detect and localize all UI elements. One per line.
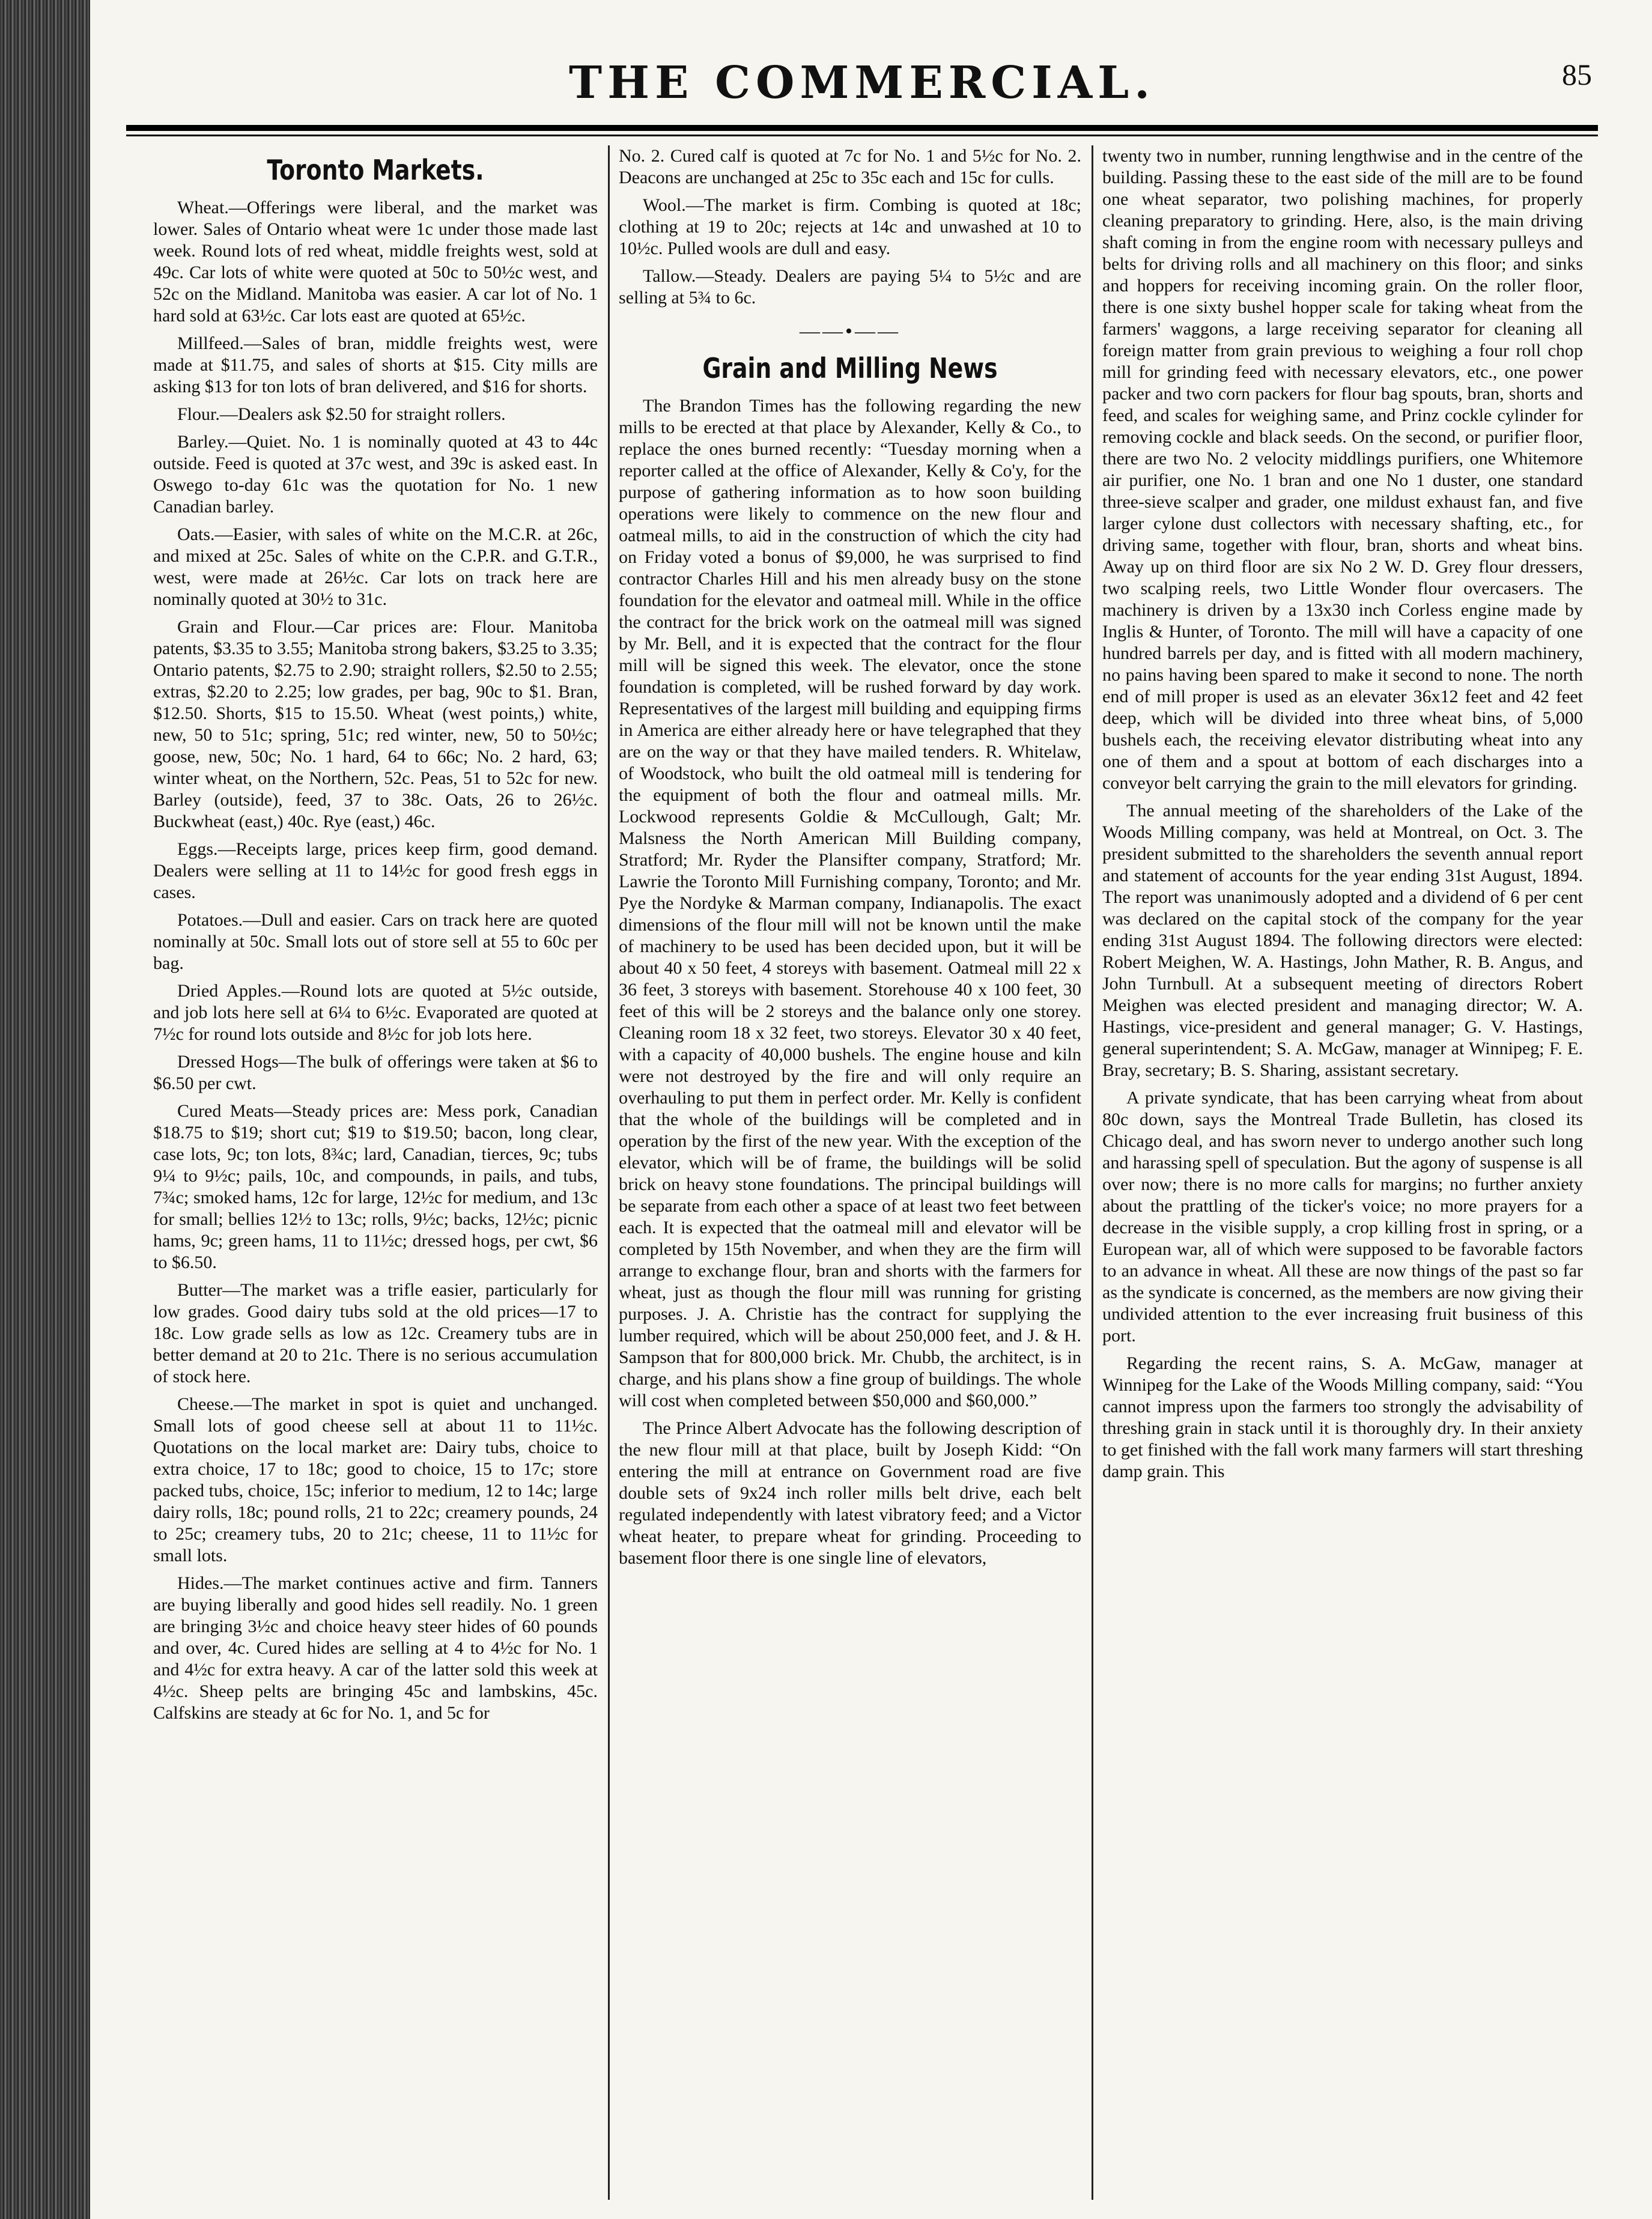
column-divider (608, 145, 610, 2200)
paragraph: Hides.—The market continues active and firm. Tanners are buying liberally and good hides sell readily. No. 1 green are bringing 3½c and choice heavy steer hides of 60 pounds and over, 4c. Cured hides are selling at 4 to 4½c for No. 1 and 4½c for extra heavy. A car of the latter sold this week at 4½c. Sheep pelts are bringing 45c and lambskins, 45c. Calfskins are steady at 6c for No. 1, and 5c for (153, 1573, 598, 1723)
paragraph: Cured Meats—Steady prices are: Mess pork, Canadian $18.75 to $19; short cut; $19 to $19.50; bacon, long clear, case lots, 9c; ton lots, 8¾c; lard, Canadian, tierces, 9c; tubs 9¼ to 9½c; pails, 10c, and compounds, in pails, and tubs, 7¾c; smoked hams, 12c for large, 12½c for medium, and 13c for small; bellies 12½ to 13c; rolls, 9½c; backs, 12½c; picnic hams, 9c; green hams, 11 to 11½c; dressed hogs, per cwt, $6 to $6.50. (153, 1101, 598, 1272)
paragraph: Dressed Hogs—The bulk of offerings were taken at $6 to $6.50 per cwt. (153, 1052, 598, 1093)
article-headline: Grain and Milling News (702, 352, 998, 384)
paragraph: The Prince Albert Advocate has the following description of the new flour mill at that place, built by Joseph Kidd: “On entering the mill at entrance on Government road are five double sets of 9x24 inch roller mills belt drive, each belt regulated independently with latest vibratory feed; and a Victor wheat heater, to prepare wheat for grinding. Proceeding to basement floor there is one single line of elevators, (619, 1418, 1081, 1568)
page-number: 85 (1562, 58, 1592, 91)
paragraph: Flour.—Dealers ask $2.50 for straight rollers. (177, 404, 506, 424)
header-rule-thin (126, 135, 1598, 136)
paragraph: Barley.—Quiet. No. 1 is nominally quoted at 43 to 44c outside. Feed is quoted at 37c west, and 39c is asked east. In Oswego to-day 61c was the quotation for No. 1 new Canadian barley. (153, 432, 598, 517)
paragraph: Oats.—Easier, with sales of white on the M.C.R. at 26c, and mixed at 25c. Sales of white on the C.P.R. and G.T.R., west, were made at 26½c. Car lots on track here are nominally quoted at 30½ to 31c. (153, 524, 598, 609)
column-3 (1102, 145, 1583, 2200)
paragraph: No. 2. Cured calf is quoted at 7c for No. 1 and 5½c for No. 2. Deacons are unchanged at 25c to 35c each and 15c for culls. (619, 146, 1081, 187)
paragraph: Wheat.—Offerings were liberal, and the market was lower. Sales of Ontario wheat were 1c under those made last week. Round lots of red wheat, middle freights west, sold at 49c. Car lots of white were quoted at 50c to 50½c west, and 52c on the Midland. Manitoba was easier. A car lot of No. 1 hard sold at 63½c. Car lots east are quoted at 65½c. (153, 198, 598, 326)
column-1 (153, 145, 598, 2200)
paragraph: Wool.—The market is firm. Combing is quoted at 18c; clothing at 19 to 20c; rejects at 14c and unwashed at 10 to 10½c. Pulled wools are dull and easy. (619, 195, 1081, 258)
masthead-title: THE COMMERCIAL. (569, 57, 1155, 109)
paragraph: Butter—The market was a trifle easier, particularly for low grades. Good dairy tubs sold at the old prices—17 to 18c. Low grade sells as low as 12c. Creamery tubs are in better demand at 20 to 21c. There is no serious accumulation of stock here. (153, 1280, 598, 1386)
paragraph: Regarding the recent rains, S. A. McGaw, manager at Winnipeg for the Lake of the Woods Milling company, said: “You cannot impress upon the farmers too strongly the advisability of threshing grain in stack until it is thoroughly dry. In their anxiety to get finished with the fall work many farmers will start threshing damp grain. This (1102, 1353, 1583, 1481)
header-rule (126, 125, 1598, 131)
paragraph: Eggs.—Receipts large, prices keep firm, good demand. Dealers were selling at 11 to 14½c for good fresh eggs in cases. (153, 839, 598, 902)
section-divider: ——•—— (800, 320, 900, 342)
paragraph: The Brandon Times has the following regarding the new mills to be erected at that place by Alexander, Kelly & Co., to replace the ones burned recently: “Tuesday morning when a reporter called at the office of Alexander, Kelly & Co'y, for the purpose of gathering information as to how soon building operations were likely to commence on the new flour and oatmeal mills, to aid in the construction of which the city had on Friday voted a bonus of $9,000, he was surprised to find contractor Charles Hill and his men already busy on the stone foundation for the elevator and oatmeal mill. While in the office the contract for the brick work on the oatmeal mill was signed by Mr. Bell, and it is expected that the contract for the flour mill will be signed this week. The elevator, once the stone foundation is completed, will be rushed forward by day work. Representatives of the largest mill building and equipping firms in America are either already here or have telegraphed that they are on the way or that they have mailed tenders. R. Whitelaw, of Woodstock, who built the old oatmeal mill is tendering for the equipment of both the flour and oatmeal mills. Mr. Lockwood represents Goldie & McCullough, Galt; Mr. Malsness the North American Mill Building company, Stratford; Mr. Ryder the Plansifter company, Stratford; Mr. Lawrie the Toronto Mill Furnishing company, Toronto; and Mr. Pye the Nordyke & Marman company, Indianapolis. The exact dimensions of the flour mill will not be known until the make of machinery to be used has been decided upon, but it will be about 40 x 50 feet, 4 storeys with basement. Oatmeal mill 22 x 36 feet, 3 storeys with basement. Storehouse 40 x 100 feet, 30 feet of this will be 2 storeys and the balance only one storey. Cleaning room 18 x 32 feet, two storeys. Elevator 30 x 40 feet, with a capacity of 40,000 bushels. The engine house and kiln were not destroyed by the fire and will only require an overhauling to put them in perfect order. Mr. Kelly is confident that the whole of the buildings will be completed and in operation by the first of the new year. With the exception of the elevator, which will be of frame, the buildings will be solid brick on heavy stone foundations. The principal buildings will be separate from each other a space of at least two feet between each. It is expected that the oatmeal mill and elevator will be completed by 15th November, and when they are the firm will arrange to exchange flour, bran and shorts with the farmers for wheat, just as though the flour mill was running for gristing purposes. J. A. Christie has the contract for supplying the lumber required, which will be about 250,000 feet, and J. & H. Sampson that for 800,000 brick. Mr. Chubb, the architect, is in charge, and his plans show a fine group of buildings. The whole will cost when completed between $50,000 and $60,000.” (619, 396, 1081, 1410)
column-divider (1092, 145, 1093, 2200)
paragraph: Millfeed.—Sales of bran, middle freights west, were made at $11.75, and sales of shorts at $15. City mills are asking $13 for ton lots of bran delivered, and $16 for shorts. (153, 333, 598, 396)
article-headline: Toronto Markets. (267, 154, 484, 186)
paragraph: Cheese.—The market in spot is quiet and unchanged. Small lots of good cheese sell at about 11 to 11½c. Quotations on the local market are: Dairy tubs, choice to extra choice, 17 to 18c; good to choice, 15 to 17c; store packed tubs, choice, 15c; inferior to medium, 12 to 14c; large dairy rolls, 18c; pound rolls, 21 to 22c; creamery pounds, 24 to 25c; creamery tubs, 20 to 21c; cheese, 11 to 11½c for small lots. (153, 1394, 598, 1565)
paragraph: A private syndicate, that has been carrying wheat from about 80c down, says the Montreal Trade Bulletin, has closed its Chicago deal, and has sworn never to undergo another such long and harassing spell of speculation. But the agony of suspense is all over now; there is no more calls for margins; no further anxiety about the prattling of the ticker's voice; no more prayers for a decrease in the visible supply, a crop killing frost in spring, or a European war, all of which were supposed to be favorable factors to an advance in wheat. All these are now things of the past so far as the syndicate is concerned, as the members are now giving their undivided attention to the ever increasing fruit business of this port. (1102, 1088, 1583, 1346)
paragraph: twenty two in number, running lengthwise and in the centre of the building. Passing these to the east side of the mill are to be found one wheat separator, two polishing machines, for properly cleaning preparatory to grinding. Here, also, is the main driving shaft coming in from the engine room with necessary pulleys and belts for driving rolls and all machinery on this floor; and sinks and hoppers for receiving incoming grain. On the roller floor, there is one sixty bushel hopper scale for taking wheat from the farmers' waggons, a large receiving separator for cleaning all foreign matter from grain previous to weighing a four roll chop mill for grinding feed with necessary elevators, etc., one power packer and two corn packers for flour bag spouts, bran, shorts and feed, and scales for weighing same, and Prinz cockle cylinder for removing cockle and black seeds. On the second, or purifier floor, there are two No. 2 velocity middlings purifiers, one Whitemore air purifier, one No. 1 bran and one No 1 duster, one standard three-sieve scalper and grader, one mildust exhaust fan, and five larger cylone dust collectors with necessary shafting, etc., for driving same, together with flour, bran, shorts and wheat bins. Away up on third floor are six No 2 W. D. Grey flour dressers, two scalping reels, two Little Wonder flour overcasers. The machinery is driven by a 13x30 inch Corless engine made by Inglis & Hunter, of Toronto. The mill will have a capacity of one hundred barrels per day, and is fitted with all modern machinery, no pains having been spared to make it second to none. The north end of mill proper is used as an elevater 36x12 feet and 42 feet deep, which will be divided into three wheat bins, of 5,000 bushels each, the receiving elevator distributing wheat into any one of them and a spout at bottom of each discharges into a conveyor belt carrying the grain to the mill elevators for grinding. (1102, 146, 1583, 793)
masthead (126, 30, 1598, 108)
paragraph: The annual meeting of the shareholders of the Lake of the Woods Milling company, was held at Montreal, on Oct. 3. The president submitted to the shareholders the seventh annual report and statement of accounts for the year ending 31st August, 1894. The report was unanimously adopted and a dividend of 6 per cent was declared on the capital stock of the company for the year ending 31st August 1894. The following directors were elected: Robert Meighen, W. A. Hastings, John Mather, R. B. Angus, and John Turnbull. At a subsequent meeting of directors Robert Meighen was elected president and managing director; W. A. Hastings, vice-president and general manager; G. V. Hastings, general superintendent; S. A. McGaw, manager at Winnipeg; F. E. Bray, secretary; B. S. Sharing, assistant secretary. (1102, 801, 1583, 1080)
paragraph: Dried Apples.—Round lots are quoted at 5½c outside, and job lots here sell at 6¼ to 6½c. Evaporated are quoted at 7½c for round lots outside and 8½c for job lots here. (153, 981, 598, 1044)
paragraph: Grain and Flour.—Car prices are: Flour. Manitoba patents, $3.35 to 3.55; Manitoba strong bakers, $3.25 to 3.35; Ontario patents, $2.75 to 2.90; straight rollers, $2.50 to 2.55; extras, $2.20 to 2.25; low grades, per bag, 90c to $1. Bran, $12.50. Shorts, $15 to 15.50. Wheat (west points,) white, new, 50 to 51c; spring, 51c; red winter, new, 50 to 50½c; goose, new, 50c; No. 1 hard, 64 to 66c; No. 2 hard, 63; winter wheat, on the Northern, 52c. Peas, 51 to 52c for new. Barley (outside), feed, 37 to 38c. Oats, 26 to 26½c. Buckwheat (east,) 40c. Rye (east,) 46c. (153, 617, 598, 831)
page-binding-edge (0, 0, 90, 2219)
paragraph: Tallow.—Steady. Dealers are paying 5¼ to 5½c and are selling at 5¾ to 6c. (619, 266, 1081, 308)
column-2 (619, 145, 1081, 2200)
paragraph: Potatoes.—Dull and easier. Cars on track here are quoted nominally at 50c. Small lots out of store sell at 55 to 60c per bag. (153, 910, 598, 973)
